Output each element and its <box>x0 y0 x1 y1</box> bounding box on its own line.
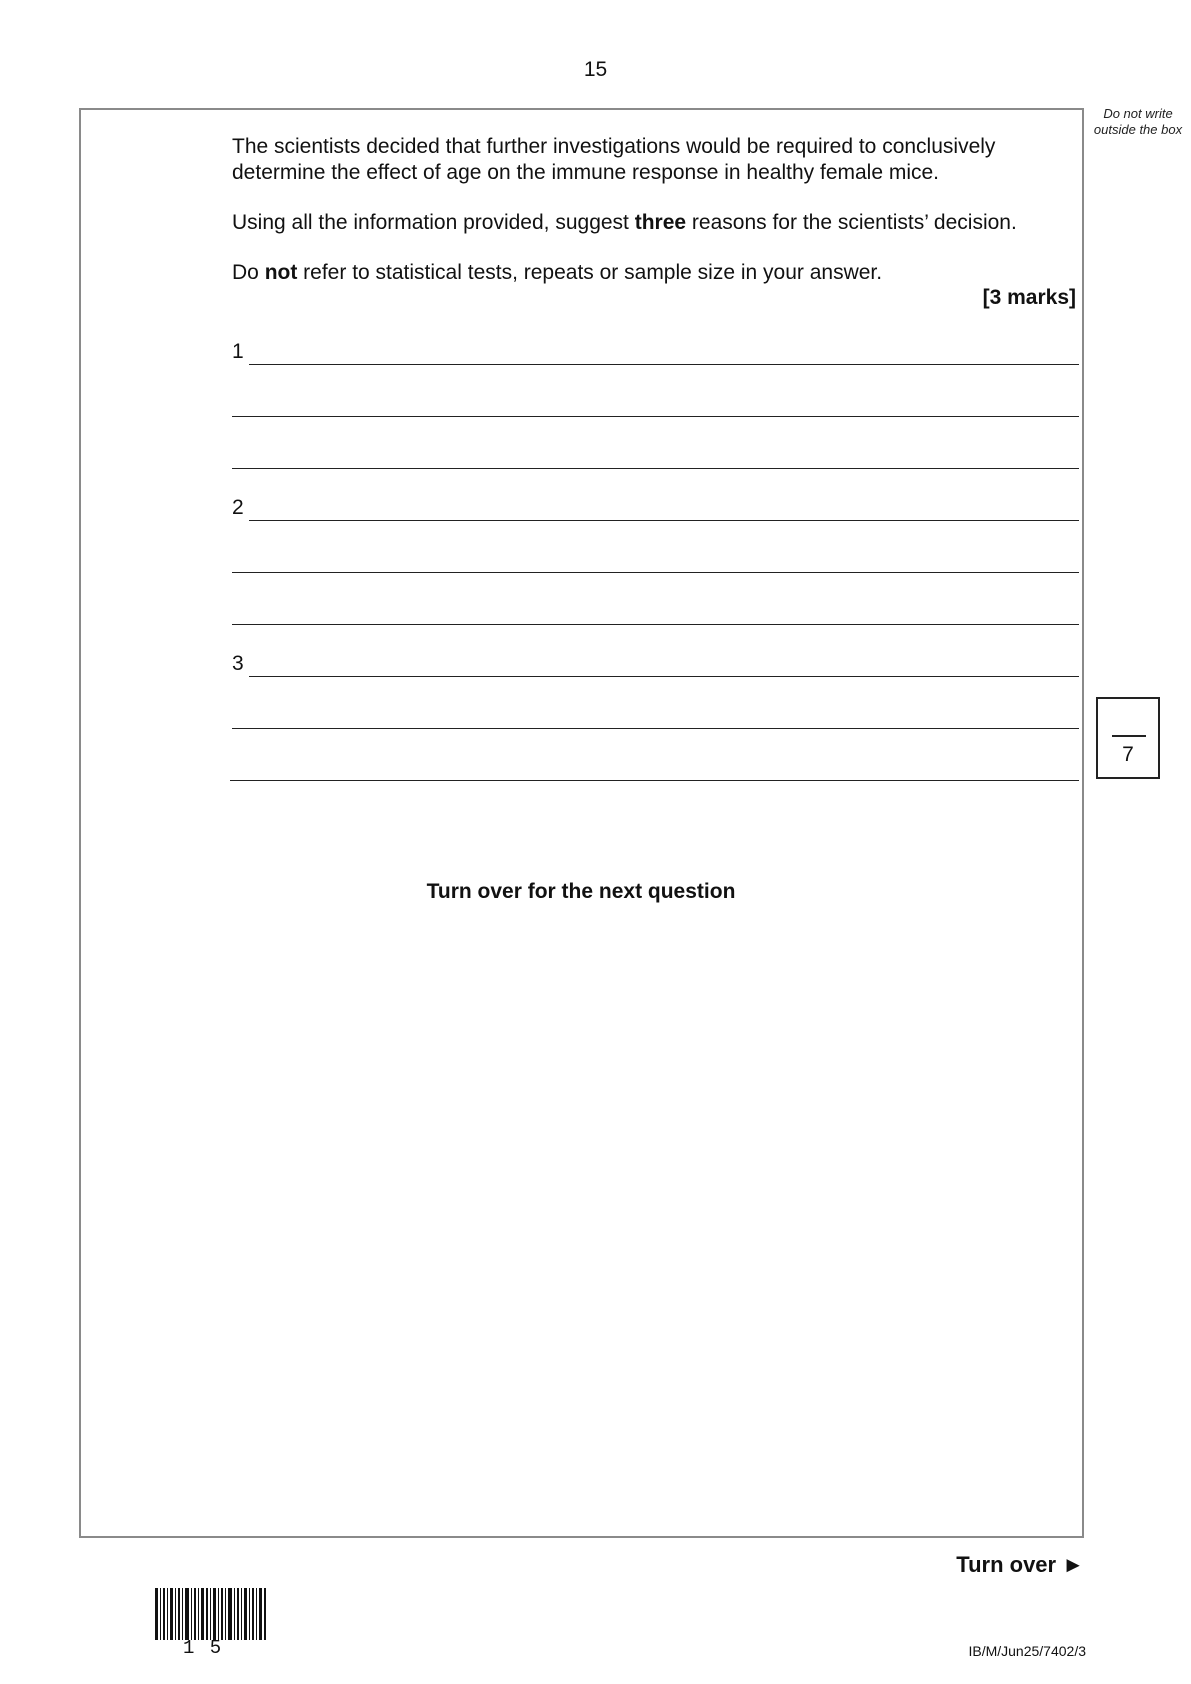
instruction-text: reasons for the scientists’ decision. <box>686 211 1017 234</box>
answer-number: 1 <box>232 340 244 363</box>
marks-label: [3 marks] <box>982 286 1076 309</box>
question-paragraph: The scientists decided that further investigations would be required to conclusively determine the effect of age on the immune response in healthy female mice. <box>232 135 996 184</box>
answer-line[interactable] <box>249 676 1079 677</box>
page-number: 15 <box>583 58 608 81</box>
answer-line[interactable] <box>249 364 1079 365</box>
restriction-text: Do <box>232 261 265 284</box>
instruction-emphasis: three <box>634 211 687 234</box>
answer-line[interactable] <box>249 520 1079 521</box>
question-instruction <box>232 210 1017 236</box>
score-dash <box>1112 735 1146 737</box>
barcode-number: 1 5 <box>183 1637 224 1659</box>
margin-note: Do not write outside the box <box>1093 106 1183 137</box>
score-box[interactable] <box>1096 697 1160 779</box>
answer-line[interactable] <box>232 572 1079 573</box>
answer-line[interactable] <box>232 624 1079 625</box>
answer-line[interactable] <box>230 780 1079 781</box>
turn-over-label: Turn over ► <box>956 1552 1084 1577</box>
restriction-text: refer to statistical tests, repeats or sample size in your answer. <box>297 261 883 284</box>
answer-line[interactable] <box>232 728 1079 729</box>
turn-over-next-question: Turn over for the next question <box>426 880 736 903</box>
barcode <box>155 1588 267 1640</box>
answer-line[interactable] <box>232 416 1079 417</box>
answer-line[interactable] <box>232 468 1079 469</box>
score-total: 7 <box>1122 743 1134 766</box>
answer-number: 2 <box>232 496 244 519</box>
instruction-text: Using all the information provided, suggest <box>232 211 635 234</box>
paper-code: IB/M/Jun25/7402/3 <box>968 1643 1086 1659</box>
restriction-emphasis: not <box>264 261 298 284</box>
answer-number: 3 <box>232 652 244 675</box>
answer-frame <box>79 108 1084 1538</box>
question-restriction <box>232 260 882 286</box>
